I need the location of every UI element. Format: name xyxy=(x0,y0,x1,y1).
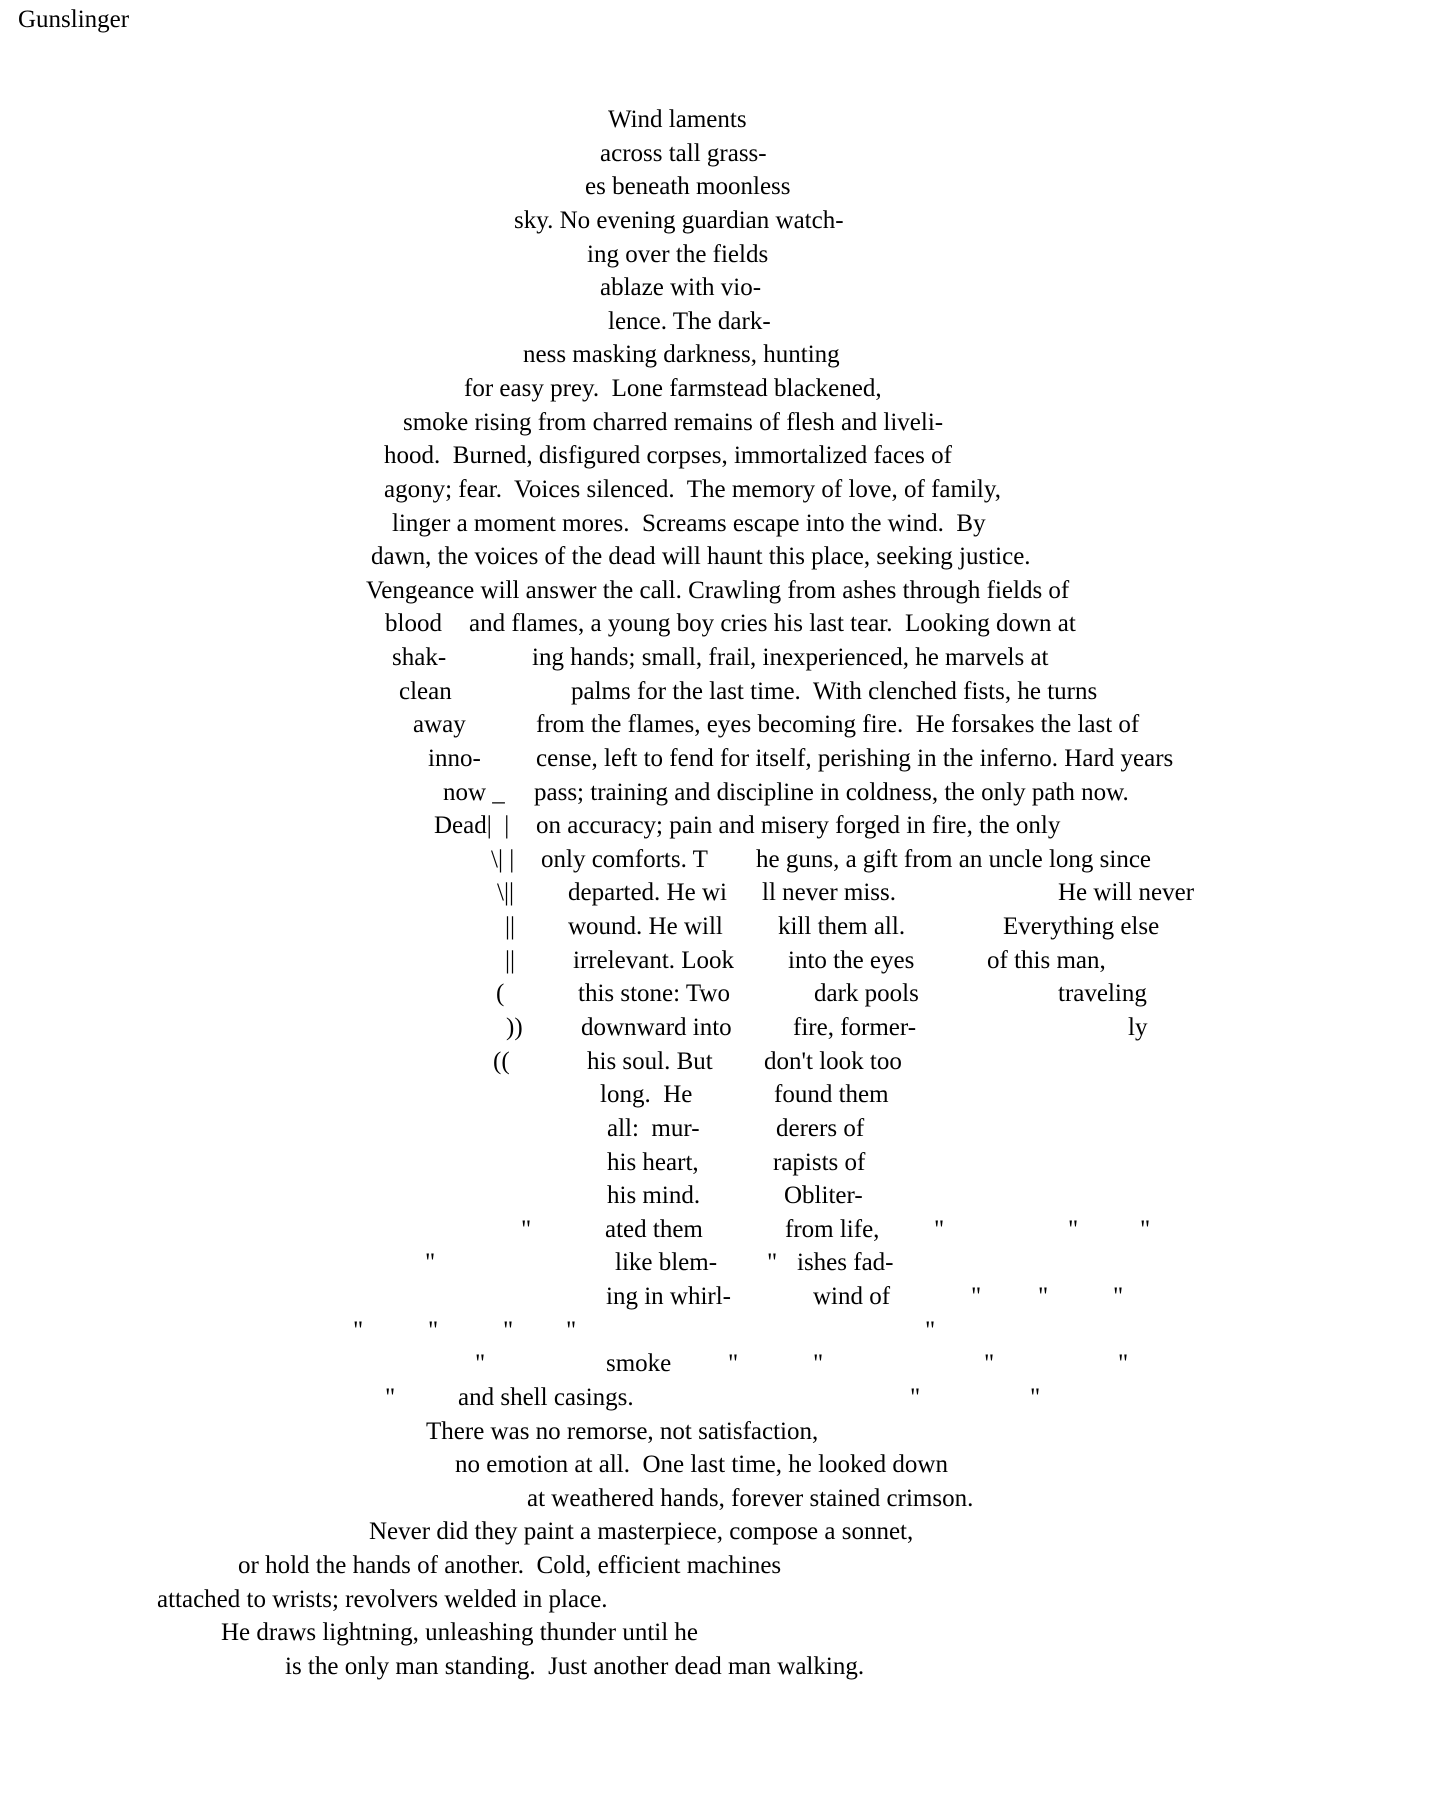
poem-line-fragment: kill them all. xyxy=(778,913,906,940)
poem-line-fragment: " xyxy=(385,1384,396,1411)
poem-line-fragment: for easy prey. Lone farmstead blackened, xyxy=(464,375,882,402)
poem-line-fragment: rapists of xyxy=(773,1149,866,1176)
poem-line-fragment: " xyxy=(813,1350,824,1377)
poem-line-fragment: sky. No evening guardian watch- xyxy=(514,207,844,234)
poem-line-fragment: Dead| | xyxy=(434,812,510,839)
poem-line-fragment: found them xyxy=(774,1081,889,1108)
poem-line-fragment: linger a moment mores. Screams escape into the wind. By xyxy=(392,510,986,537)
poem-line-fragment: Vengeance will answer the call. Crawling from ashes through fields of xyxy=(366,577,1070,604)
poem-line-fragment: " xyxy=(521,1216,532,1243)
poem-line-fragment: and flames, a young boy cries his last tear. Looking down at xyxy=(469,610,1076,637)
poem-line-fragment: at weathered hands, forever stained crimson. xyxy=(527,1485,974,1512)
poem-line-fragment: smoke xyxy=(606,1350,672,1377)
poem-line-fragment: dawn, the voices of the dead will haunt this place, seeking justice. xyxy=(371,543,1031,570)
poem-line-fragment: on accuracy; pain and misery forged in fire, the only xyxy=(536,812,1061,839)
poem-line-fragment: Obliter- xyxy=(784,1182,863,1209)
poem-line-fragment: only comforts. T xyxy=(541,846,708,873)
poem-line-fragment: this stone: Two xyxy=(578,980,730,1007)
poem-line-fragment: es beneath moonless xyxy=(585,173,791,200)
poem-line-fragment: " xyxy=(767,1249,778,1276)
page-title: Gunslinger xyxy=(18,6,130,33)
poem-line-fragment: cense, left to fend for itself, perishing in the inferno. Hard years xyxy=(536,745,1174,772)
poem-line-fragment: wound. He will xyxy=(568,913,723,940)
poem-line-fragment: inno- xyxy=(428,745,481,772)
poem-line-fragment: || xyxy=(505,913,516,940)
poem-line-fragment: ablaze with vio- xyxy=(600,274,762,301)
poem-line-fragment: " xyxy=(475,1350,486,1377)
poem-line-fragment: agony; fear. Voices silenced. The memory of love, of family, xyxy=(384,476,1001,503)
poem-line-fragment: palms for the last time. With clenched fists, he turns xyxy=(571,678,1098,705)
poem-line-fragment: of this man, xyxy=(987,947,1106,974)
poem-line-fragment: " xyxy=(925,1317,936,1344)
poem-line-fragment: into the eyes xyxy=(788,947,915,974)
poem-line-fragment: " xyxy=(428,1317,439,1344)
poem-line-fragment: " xyxy=(1118,1350,1129,1377)
poem-line-fragment: \| | xyxy=(491,846,515,873)
poem-line-fragment: derers of xyxy=(776,1115,865,1142)
poem-line-fragment: like blem- xyxy=(615,1249,718,1276)
poem-line-fragment: || xyxy=(505,947,516,974)
poem-line-fragment: long. He xyxy=(600,1081,693,1108)
poem-line-fragment: shak- xyxy=(392,644,447,671)
poem-line-fragment: ishes fad- xyxy=(797,1249,894,1276)
poem-line-fragment: away xyxy=(413,711,466,738)
poem-line-fragment: lence. The dark- xyxy=(608,308,771,335)
poem-line-fragment: ll never miss. xyxy=(762,879,897,906)
poem-line-fragment: " xyxy=(1068,1216,1079,1243)
poem-line-fragment: Everything else xyxy=(1003,913,1160,940)
poem-line-fragment: " xyxy=(1140,1216,1151,1243)
poem-line-fragment: ly xyxy=(1128,1014,1148,1041)
poem-line-fragment: ( xyxy=(496,980,505,1007)
poem-line-fragment: pass; training and discipline in coldness, the only path now. xyxy=(534,779,1129,806)
poem-line-fragment: ing hands; small, frail, inexperienced, he marvels at xyxy=(532,644,1049,671)
poem-line-fragment: " xyxy=(566,1317,577,1344)
poem-line-fragment: fire, former- xyxy=(793,1014,917,1041)
poem-line-fragment: from life, xyxy=(785,1216,880,1243)
poem-line-fragment: " xyxy=(971,1283,982,1310)
poem-line-fragment: clean xyxy=(399,678,452,705)
poem-line-fragment: )) xyxy=(506,1014,523,1041)
poem-line-fragment: There was no remorse, not satisfaction, xyxy=(426,1418,819,1445)
poem-line-fragment: He draws lightning, unleashing thunder until he xyxy=(221,1619,699,1646)
poem-line-fragment: " xyxy=(934,1216,945,1243)
poem-line-fragment: " xyxy=(503,1317,514,1344)
poem-line-fragment: " xyxy=(353,1317,364,1344)
poem-line-fragment: traveling xyxy=(1058,980,1147,1007)
poem-line-fragment: don't look too xyxy=(764,1048,902,1075)
poem-line-fragment: ness masking darkness, hunting xyxy=(523,341,840,368)
poem-line-fragment: across tall grass- xyxy=(600,140,767,167)
poem-line-fragment: now _ xyxy=(443,779,505,806)
poem-line-fragment: Never did they paint a masterpiece, compose a sonnet, xyxy=(369,1518,914,1545)
poem-line-fragment: ated them xyxy=(605,1216,703,1243)
poem-line-fragment: " xyxy=(1113,1283,1124,1310)
poem-line-fragment: wind of xyxy=(813,1283,891,1310)
poem-line-fragment: irrelevant. Look xyxy=(573,947,735,974)
poem-line-fragment: all: mur- xyxy=(607,1115,700,1142)
poem-line-fragment: his heart, xyxy=(607,1149,699,1176)
poem-line-fragment: departed. He wi xyxy=(568,879,727,906)
poem-line-fragment: no emotion at all. One last time, he looked down xyxy=(455,1451,948,1478)
poem-line-fragment: smoke rising from charred remains of flesh and liveli- xyxy=(403,409,944,436)
poem-line-fragment: his mind. xyxy=(607,1182,701,1209)
poem-line-fragment: " xyxy=(425,1249,436,1276)
poem-line-fragment: \|| xyxy=(497,879,514,906)
poem-line-fragment: " xyxy=(910,1384,921,1411)
poem-line-fragment: ing in whirl- xyxy=(606,1283,731,1310)
poem-line-fragment: and shell casings. xyxy=(458,1384,634,1411)
poem-line-fragment: is the only man standing. Just another dead man walking. xyxy=(285,1653,865,1680)
poem-line-fragment: ing over the fields xyxy=(587,241,769,268)
poem-line-fragment: Wind laments xyxy=(608,106,747,133)
poem-line-fragment: attached to wrists; revolvers welded in place. xyxy=(157,1586,608,1613)
poem-line-fragment: hood. Burned, disfigured corpses, immortalized faces of xyxy=(384,442,952,469)
poem-line-fragment: downward into xyxy=(581,1014,732,1041)
poem-line-fragment: blood xyxy=(385,610,442,637)
poem-line-fragment: from the flames, eyes becoming fire. He forsakes the last of xyxy=(536,711,1140,738)
poem-line-fragment: He will never xyxy=(1058,879,1195,906)
poem-line-fragment: he guns, a gift from an uncle long since xyxy=(756,846,1152,873)
poem-line-fragment: dark pools xyxy=(814,980,919,1007)
poem-line-fragment: or hold the hands of another. Cold, efficient machines xyxy=(238,1552,782,1579)
poem-line-fragment: " xyxy=(984,1350,995,1377)
poem-line-fragment: his soul. But xyxy=(587,1048,713,1075)
poem-line-fragment: " xyxy=(1038,1283,1049,1310)
poem-line-fragment: " xyxy=(1030,1384,1041,1411)
poem-line-fragment: " xyxy=(728,1350,739,1377)
poem-line-fragment: (( xyxy=(493,1048,510,1075)
